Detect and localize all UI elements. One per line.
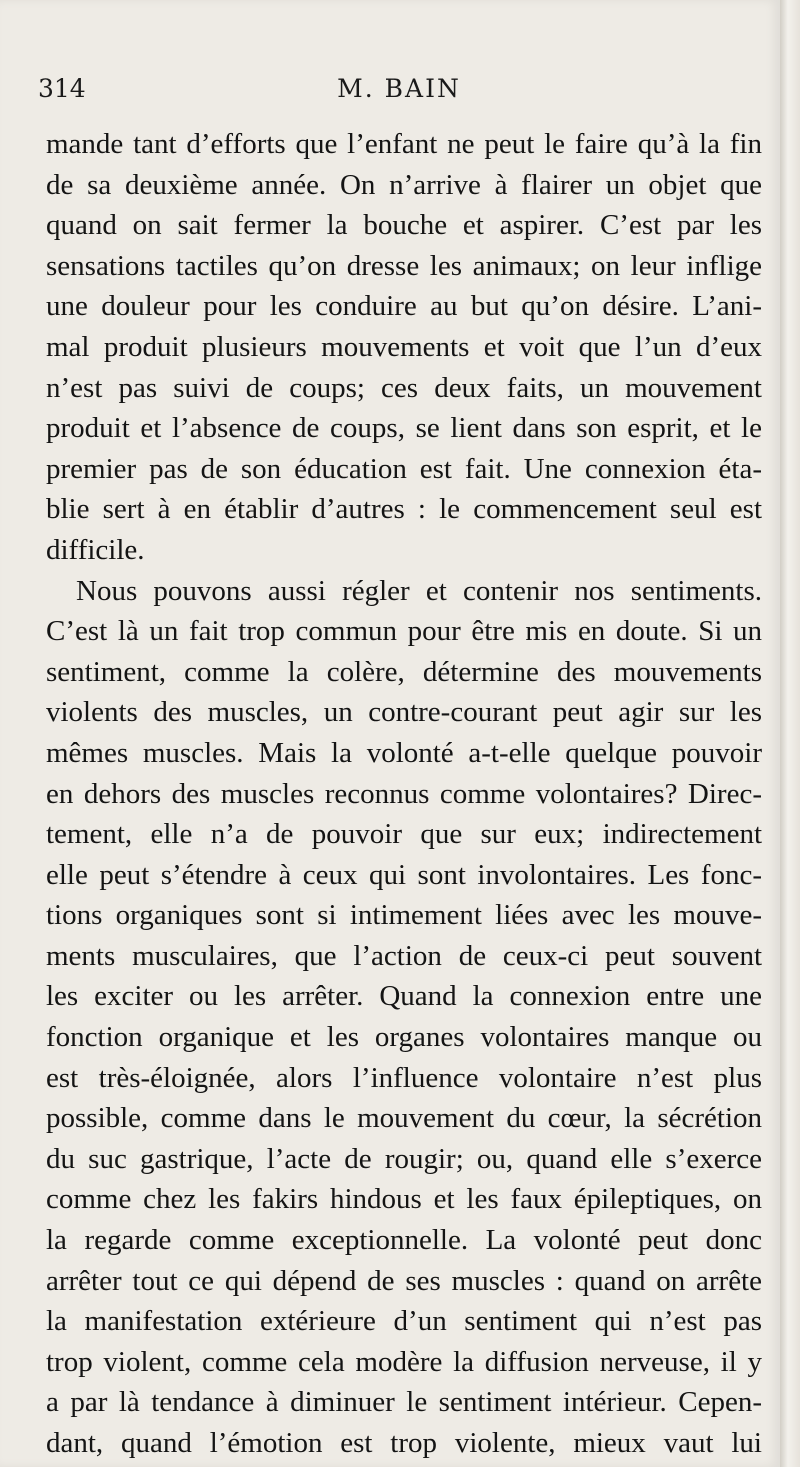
text-line: produit et l’absence de coups, se lient dans son esprit, et le [46, 412, 762, 445]
text-line: ments musculaires, que l’action de ceux-ci peut souvent [46, 939, 762, 972]
body-text [46, 124, 762, 1464]
text-line: Nous pouvons aussi régler et contenir nos sentiments. [76, 574, 762, 607]
text-line: sentiment, comme la colère, détermine des mouvements [46, 655, 762, 688]
page-edge [780, 0, 800, 1467]
text-line: mande tant d’efforts que l’enfant ne peut le faire qu’à la fin [46, 128, 762, 160]
text-line: arrêter tout ce qui dépend de ses muscles : quand on arrête [46, 1264, 762, 1297]
text-line: est très-éloignée, alors l’influence volontaire n’est plus [46, 1061, 762, 1094]
running-head: M. BAIN [337, 74, 461, 103]
text-line: premier pas de son éducation est fait. Une connexion éta- [46, 452, 762, 485]
page-number: 314 [38, 74, 86, 103]
text-line: sensations tactiles qu’on dresse les animaux; on leur inflige [46, 249, 762, 282]
text-line: tions organiques sont si intimement liées avec les mouve- [46, 899, 762, 932]
text-line: une douleur pour les conduire au but qu’on désire. L’ani- [46, 290, 762, 323]
text-line: trop violent, comme cela modère la diffusion nerveuse, il y [46, 1345, 762, 1378]
text-line: a par là tendance à diminuer le sentiment intérieur. Cepen- [46, 1386, 762, 1419]
text-line: n’est pas suivi de coups; ces deux faits, un mouvement [46, 371, 762, 404]
text-line: la manifestation extérieure d’un sentiment qui n’est pas [46, 1305, 762, 1338]
text-line: du suc gastrique, l’acte de rougir; ou, quand elle s’exerce [46, 1142, 762, 1175]
text-line: mal produit plusieurs mouvements et voit que l’un d’eux [46, 330, 762, 363]
text-line: possible, comme dans le mouvement du cœur, la sécrétion [46, 1102, 762, 1135]
page-header [38, 74, 760, 114]
text-line: mêmes muscles. Mais la volonté a-t-elle quelque pouvoir [46, 736, 762, 769]
text-line: quand on sait fermer la bouche et aspirer. C’est par les [46, 209, 762, 242]
text-line: fonction organique et les organes volontaires manque ou [46, 1021, 762, 1054]
text-line: blie sert à en établir d’autres : le commencement seul est [46, 493, 762, 526]
text-line: tement, elle n’a de pouvoir que sur eux; indirectement [46, 818, 762, 851]
text-line: dant, quand l’émotion est trop violente, mieux vaut lui [46, 1427, 762, 1459]
text-line: difficile. [46, 533, 145, 566]
text-line: en dehors des muscles reconnus comme volontaires? Direc- [46, 777, 762, 810]
text-line: la regarde comme exceptionnelle. La volonté peut donc [46, 1224, 762, 1257]
text-line: C’est là un fait trop commun pour être mis en doute. Si un [46, 615, 762, 648]
text-line: les exciter ou les arrêter. Quand la connexion entre une [46, 980, 762, 1013]
text-line: violents des muscles, un contre-courant peut agir sur les [46, 696, 762, 729]
text-line: elle peut s’étendre à ceux qui sont involontaires. Les fonc- [46, 858, 762, 891]
text-line: comme chez les fakirs hindous et les faux épileptiques, on [46, 1183, 762, 1216]
text-line: de sa deuxième année. On n’arrive à flairer un objet que [46, 168, 762, 201]
